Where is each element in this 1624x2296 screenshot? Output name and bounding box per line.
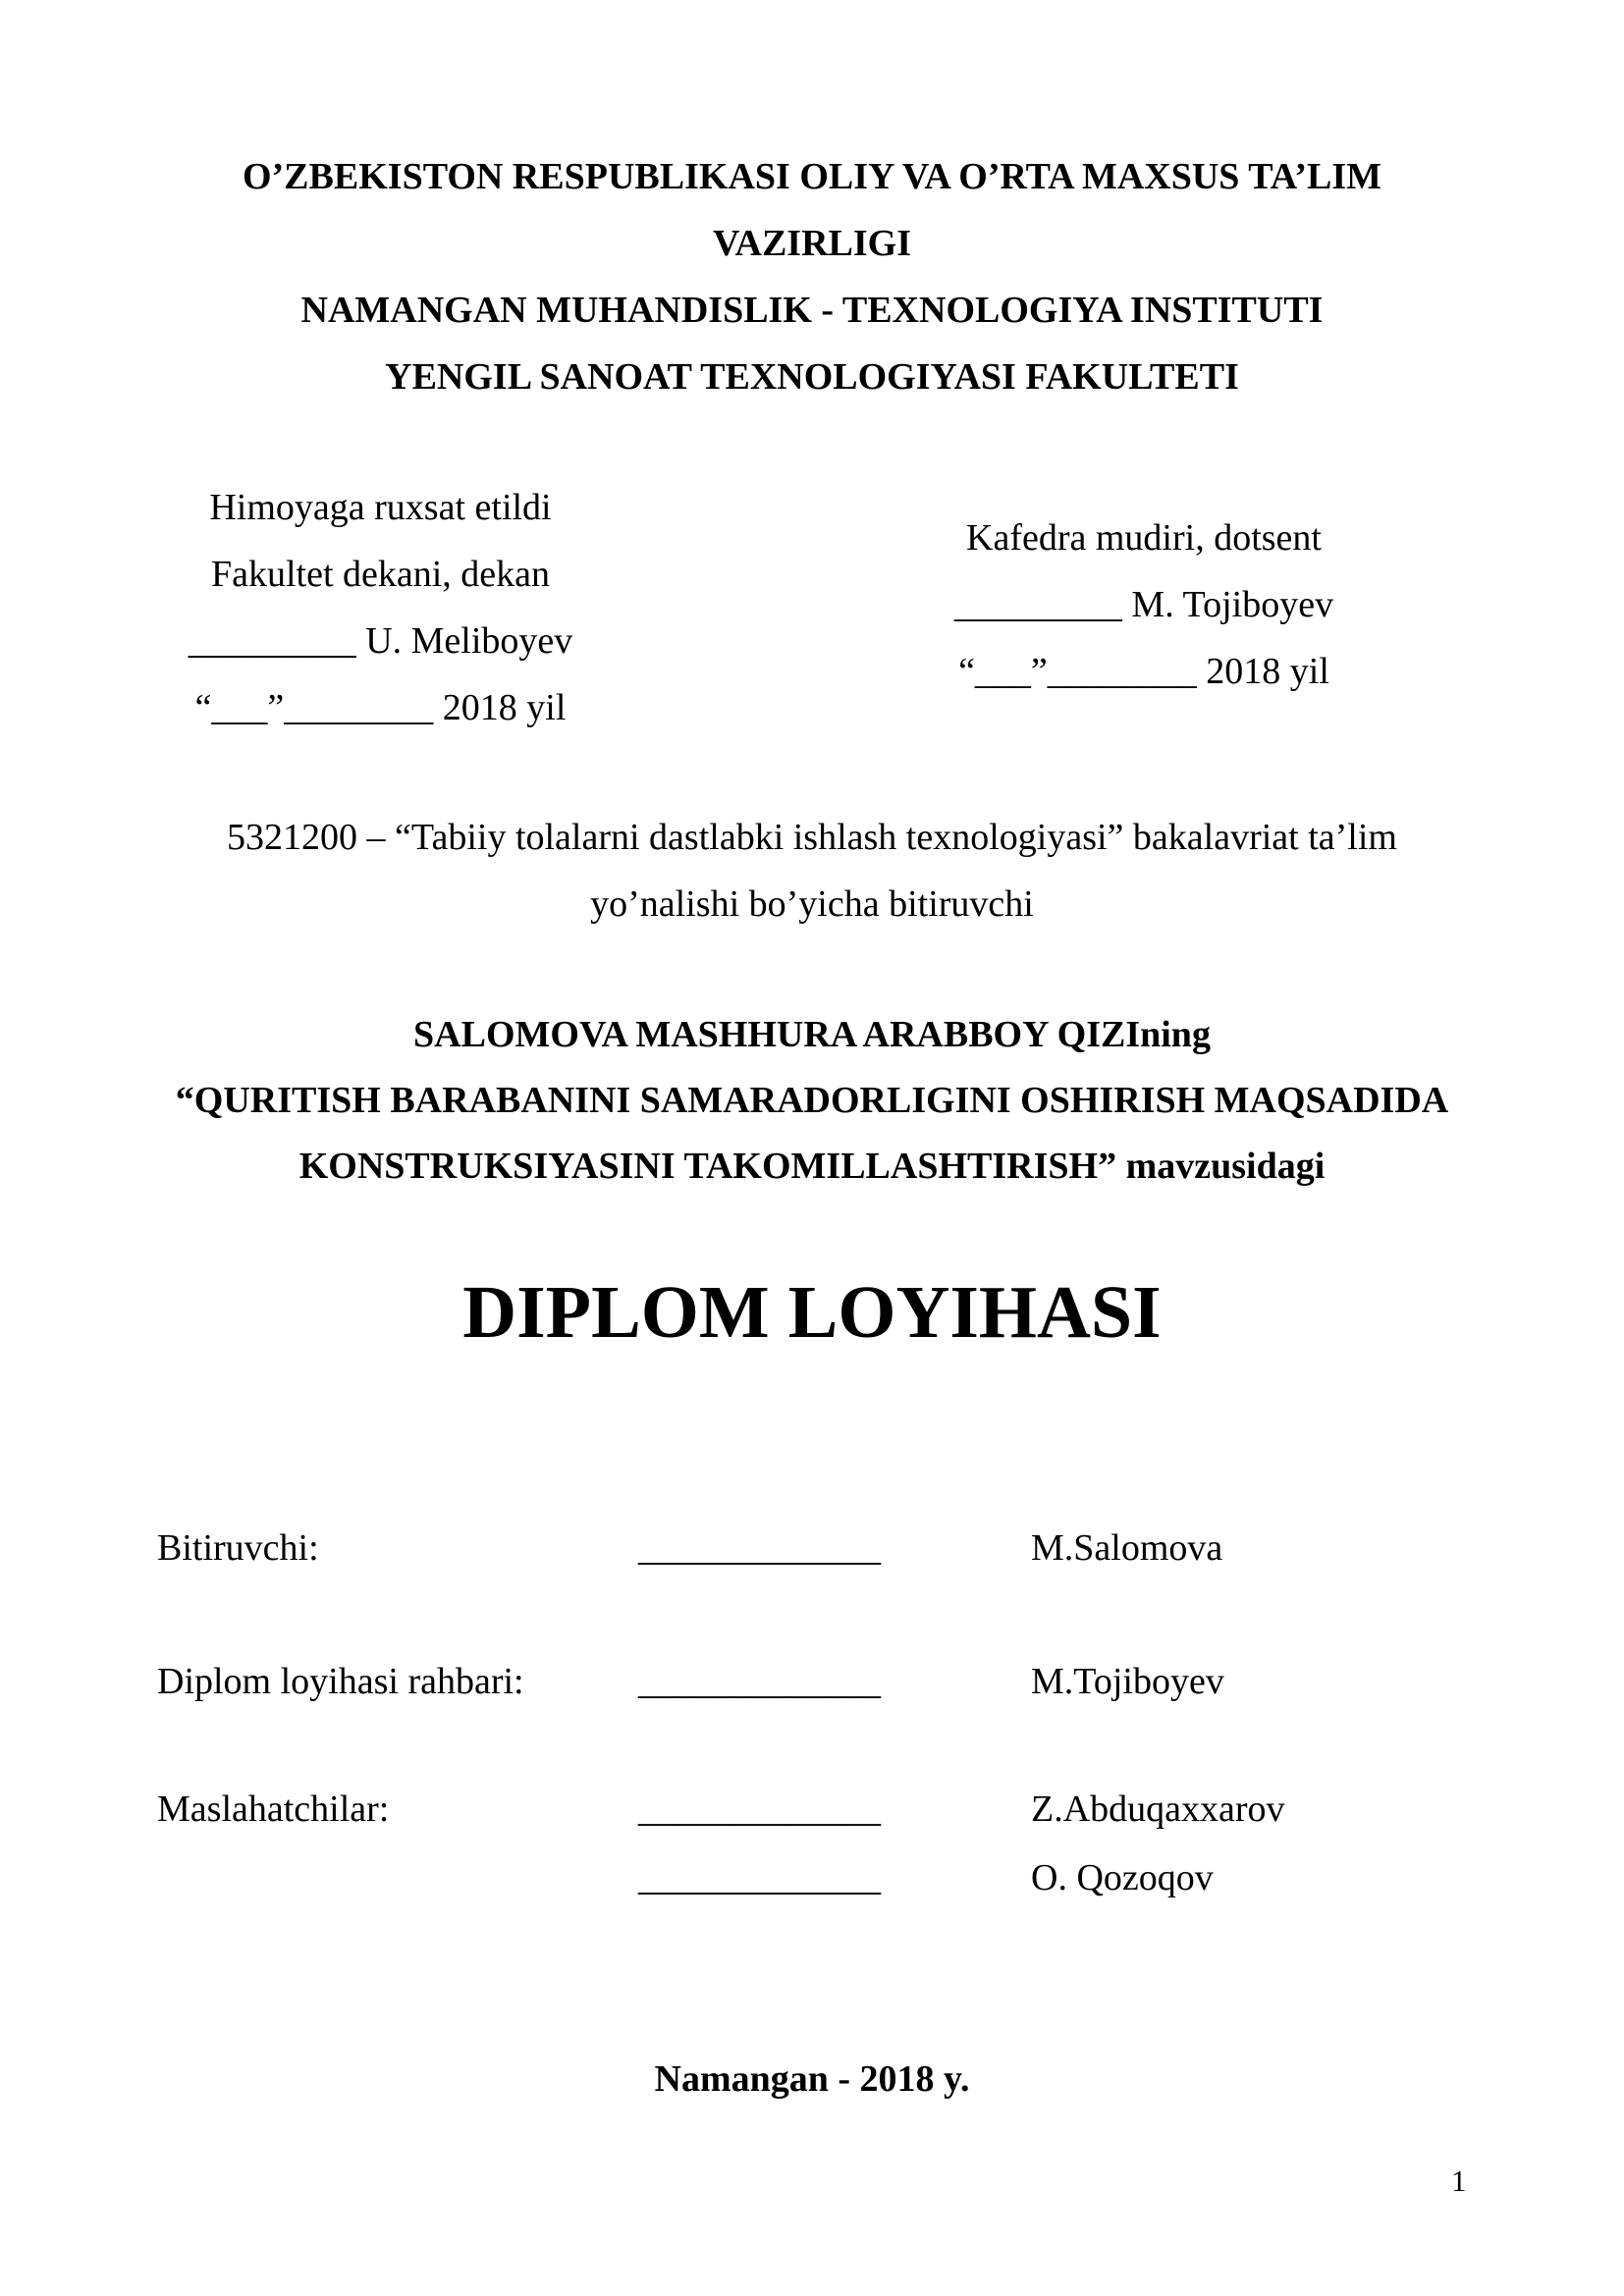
- signature-line: _____________: [638, 1527, 881, 1569]
- signature-line: _____________: [638, 1789, 881, 1830]
- thesis-title-line-2: KONSTRUKSIYASINI TAKOMILLASHTIRISH” mavzusidagi: [298, 1146, 1326, 1187]
- program-line-2: yo’nalishi bo’yicha bitiruvchi: [590, 883, 1034, 925]
- approval-head-signature-line: _________ M. Tojiboyev: [953, 584, 1334, 625]
- program-line-1: 5321200 – “Tabiiy tolalarni dastlabki ishlash texnologiyasi” bakalavriat ta’lim: [227, 817, 1397, 858]
- page-number: 1: [1451, 2163, 1467, 2198]
- approval-block-dean: [157, 474, 604, 741]
- signature-label: Diplom loyihasi rahbari:: [157, 1661, 524, 1702]
- signature-name: Z.Abduqaxxarov: [1031, 1789, 1285, 1830]
- signature-line: _____________: [638, 1661, 881, 1702]
- approval-dean-line-2: Fakultet dekani, dekan: [210, 554, 551, 595]
- signature-name: O. Qozoqov: [1031, 1857, 1214, 1898]
- signature-row-consultant-2: [157, 1844, 1467, 1911]
- program-description: [0, 804, 1624, 937]
- thesis-title-block: [0, 1002, 1624, 1200]
- signature-label: Bitiruvchi:: [157, 1527, 319, 1569]
- thesis-title-line-1: “QURITISH BARABANINI SAMARADORLIGINI OSHIRISH MAQSADIDA: [175, 1080, 1449, 1121]
- approval-dean-date-line: “___”________ 2018 yil: [194, 687, 567, 728]
- header-line-institute: NAMANGAN MUHANDISLIK - TEXNOLOGIYA INSTITUTI: [300, 290, 1324, 331]
- signature-line: _____________: [638, 1857, 881, 1898]
- document-header: [0, 143, 1624, 410]
- signature-name: M.Salomova: [1031, 1527, 1223, 1569]
- header-line-faculty: YENGIL SANOAT TEXNOLOGIYASI FAKULTETI: [385, 356, 1239, 398]
- header-line-ministry-2: VAZIRLIGI: [712, 223, 912, 264]
- approval-block-department-head: [943, 505, 1345, 705]
- signature-row-supervisor: [157, 1648, 1467, 1715]
- footer-place-year: Namangan - 2018 y.: [654, 2058, 970, 2100]
- document-type-title: DIPLOM LOYIHASI: [462, 1271, 1162, 1354]
- signature-label: Maslahatchilar:: [157, 1789, 390, 1830]
- thesis-author: SALOMOVA MASHHURA ARABBOY QIZIning: [413, 1014, 1211, 1055]
- header-line-ministry-1: O’ZBEKISTON RESPUBLIKASI OLIY VA O’RTA MAXSUS TA’LIM: [242, 156, 1382, 197]
- approval-dean-line-1: Himoyaga ruxsat etildi: [209, 487, 552, 528]
- signature-row-consultant-1: [157, 1776, 1467, 1842]
- approval-dean-signature-line: _________ U. Meliboyev: [188, 620, 573, 662]
- approval-head-line-1: Kafedra mudiri, dotsent: [966, 517, 1322, 559]
- approval-head-date-line: “___”________ 2018 yil: [958, 651, 1329, 692]
- signature-row-graduate: [157, 1515, 1467, 1581]
- signature-name: M.Tojiboyev: [1031, 1661, 1224, 1702]
